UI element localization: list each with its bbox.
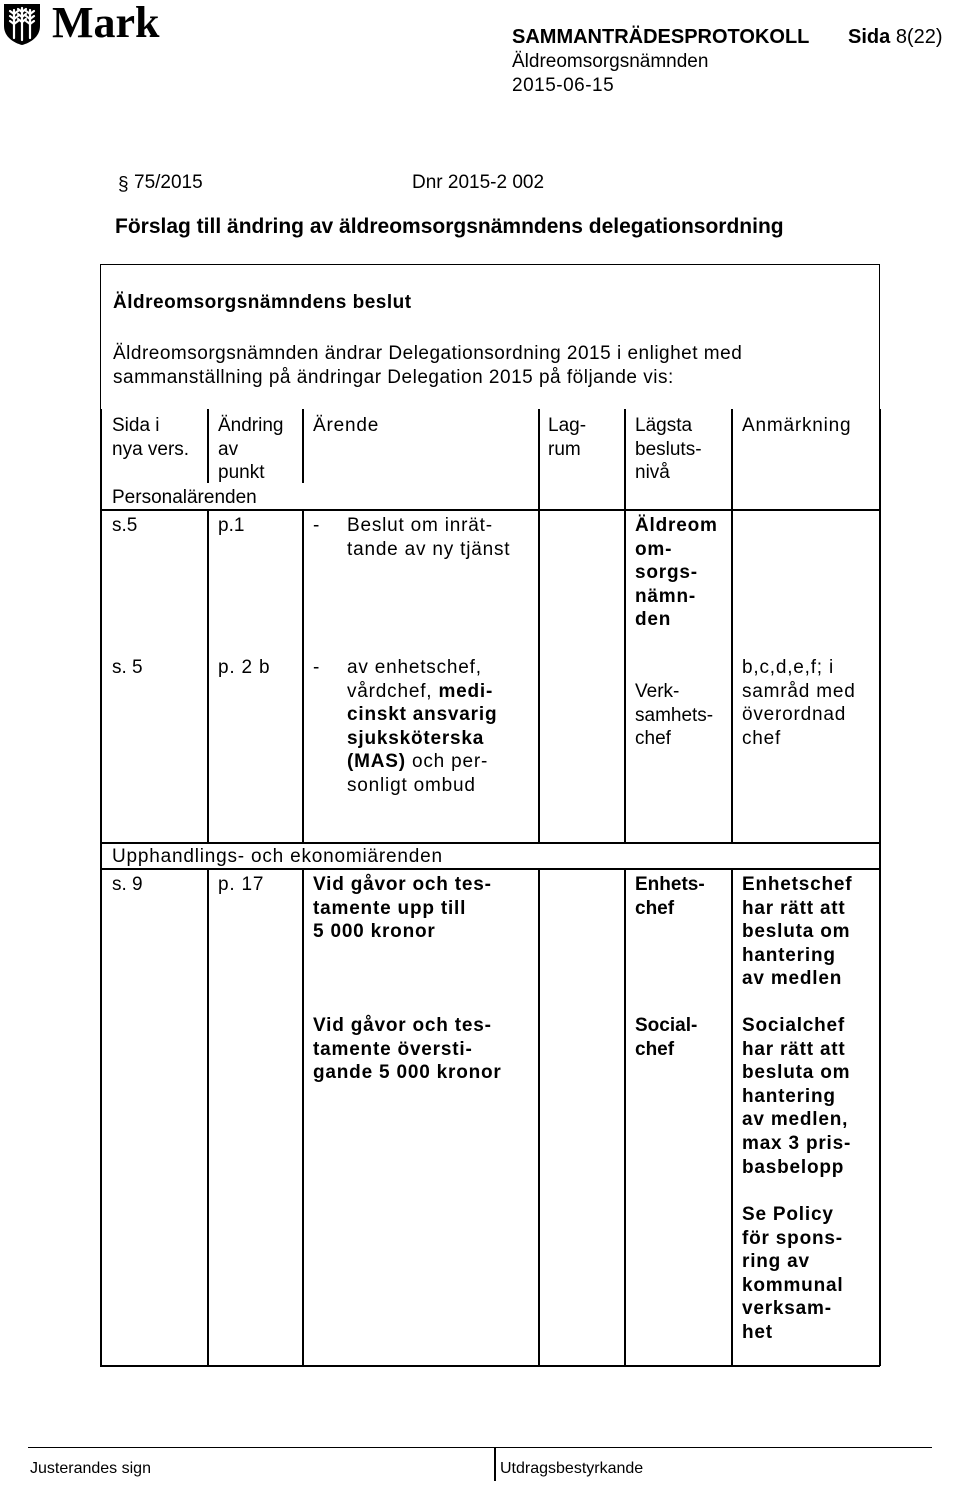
row2-arende: [347, 656, 532, 798]
municipality-logo-text: Mark: [52, 0, 160, 47]
row2-arende-line2: vårdchef,: [347, 680, 439, 702]
column-divider: [624, 409, 626, 842]
row2-arende-line1: av enhetschef,: [347, 657, 482, 678]
decision-heading: Äldreomsorgsnämndens beslut: [113, 292, 412, 313]
paragraph-icon: [115, 173, 135, 193]
column-header-anmarkning: Anmärkning: [742, 415, 852, 436]
column-divider: [302, 409, 304, 483]
section-upphandling: Upphandlings- och ekonomiärenden: [112, 846, 443, 867]
row1-arende: Beslut om inrät- tande av ny tjänst: [347, 515, 511, 560]
column-divider: [207, 409, 209, 483]
table-divider: [100, 842, 880, 844]
page-indicator: [848, 25, 943, 49]
row4-beslutsniva: Social- chef: [635, 1015, 698, 1060]
footer-justerandes-sign: Justerandes sign: [30, 1460, 151, 1477]
row2-anmarkning: b,c,d,e,f; i samråd med överordnad chef: [742, 657, 856, 749]
column-header-lagsta: Lägsta besluts- nivå: [635, 415, 702, 484]
column-header-lagrum: Lag- rum: [548, 415, 587, 460]
page-number: 8(22): [895, 26, 943, 48]
row3-punkt: p. 17: [218, 874, 265, 895]
row4-anmarkning: Socialchef har rätt att besluta om hantering av medlen, max 3 pris- basbelopp: [742, 1015, 852, 1178]
footer-line: [495, 1447, 932, 1448]
row1-beslutsniva: Äldreom om- sorgs- nämn- den: [635, 515, 718, 631]
case-dnr: Dnr 2015-2 002: [412, 172, 545, 193]
column-divider: [302, 868, 304, 1365]
footer-line: [28, 1447, 495, 1448]
row2-arende-bold: cinskt ansvarig sjuksköterska (MAS): [347, 704, 498, 773]
row3-anmarkning: Enhetschef har rätt att besluta om hantering av medlen: [742, 874, 853, 990]
svg-text:§: §: [118, 174, 129, 193]
section-personalarenden: Personalärenden: [112, 487, 257, 508]
column-divider: [302, 509, 304, 842]
row1-sida: s.5: [112, 515, 138, 536]
row2-beslutsniva: Verk- samhets- chef: [635, 681, 714, 750]
column-divider: [731, 868, 733, 1365]
column-divider: [731, 409, 733, 842]
row3-arende: Vid gåvor och tes- tamente upp till 5 000 kronor: [313, 874, 492, 943]
footer-utdragsbestyrkande: Utdragsbestyrkande: [500, 1460, 644, 1477]
municipal-crest-icon: [2, 2, 42, 46]
footer-divider: [494, 1447, 496, 1481]
row4-arende: Vid gåvor och tes- tamente översti- gande 5 000 kronor: [313, 1015, 502, 1084]
row2-arende-tail: och per-: [405, 751, 489, 773]
protocol-title: SAMMANTRÄDESPROTOKOLL: [512, 26, 810, 48]
column-header-andring: Ändring av punkt: [218, 415, 284, 484]
row1-punkt: p.1: [218, 515, 245, 536]
column-header-arende: Ärende: [313, 415, 380, 436]
row2-arende-tail-2: sonligt ombud: [347, 774, 476, 796]
column-header-sida: Sida i nya vers.: [112, 415, 190, 460]
meeting-date: 2015-06-15: [512, 75, 615, 96]
row2-dash: -: [313, 657, 320, 678]
row2-arende-line2-bold: medi-: [438, 680, 494, 702]
row3-sida: s. 9: [112, 874, 143, 895]
column-divider: [207, 868, 209, 1365]
row3-beslutsniva: Enhets- chef: [635, 874, 705, 919]
case-number: 75/2015: [134, 172, 203, 193]
row4-policy-note: Se Policy för spons- ring av kommunal verksam- het: [742, 1204, 844, 1343]
column-divider: [207, 509, 209, 842]
row2-sida: s. 5: [112, 657, 143, 678]
row2-punkt: p. 2 b: [218, 657, 271, 678]
page-label: Sida: [848, 26, 891, 48]
board-name: Äldreomsorgsnämnden: [512, 51, 709, 72]
table-border-right: [879, 409, 881, 1366]
case-title: Förslag till ändring av äldreomsorgsnämndens delegationsordning: [115, 215, 784, 238]
column-divider: [538, 868, 540, 1365]
table-border-bottom: [100, 1365, 880, 1367]
column-divider: [624, 868, 626, 1365]
column-divider: [538, 409, 540, 842]
table-border-left: [100, 409, 102, 1366]
decision-text: Äldreomsorgsnämnden ändrar Delegationsordning 2015 i enlighet med sammanställning på ändringar Delegation 2015 på följande vis:: [113, 343, 743, 388]
row1-dash: -: [313, 515, 320, 536]
